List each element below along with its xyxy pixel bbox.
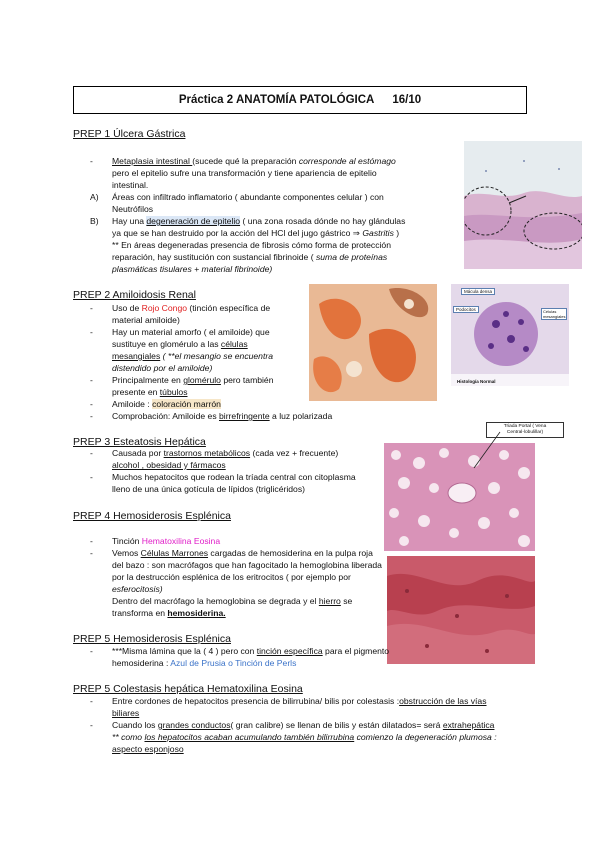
- bullet: -: [90, 327, 93, 337]
- list-marker: A): [90, 192, 99, 202]
- prep4-text: [90, 535, 390, 619]
- prep3-text: [90, 447, 395, 495]
- text: (tinción específica de: [187, 303, 271, 313]
- text: corresponde al estómago: [298, 156, 396, 166]
- text: presente en: [112, 387, 160, 397]
- text: a luz polarizada: [269, 411, 333, 421]
- text: hemosiderina :: [112, 658, 171, 668]
- text: Dentro del macrófago la hemoglobina se degrada y el: [112, 596, 319, 606]
- text: Entre cordones de hepatocitos presencia de bilirrubina/ bilis por colestasis :: [112, 696, 400, 706]
- text: del bazo : son macrófagos que han fagocitado la hemoglobina liberada: [112, 560, 382, 570]
- text: por la destrucción esplénica de los eritrocitos ( por ejemplo por: [112, 572, 351, 582]
- page-title-box: [73, 86, 527, 114]
- page-title: Práctica 2 ANATOMÍA PATOLÓGICA: [178, 94, 375, 106]
- text: distendido por el amiloide): [112, 363, 213, 373]
- page-date: 16/10: [392, 94, 422, 106]
- text: extrahepática: [442, 720, 495, 730]
- prep1-text: [90, 155, 465, 275]
- text: material amiloide): [112, 315, 180, 325]
- term-perls: Azul de Prusia o Tinción de Perls: [170, 658, 297, 668]
- term-degeneracion: degeneración de epitelio: [146, 216, 241, 226]
- bullet: -: [90, 720, 93, 730]
- list-marker: B): [90, 216, 99, 226]
- text: los hepatocitos acaban acumulando también bilirrubina: [144, 732, 355, 742]
- term-he: Hematoxilina Eosina: [141, 536, 221, 546]
- bullet: -: [90, 303, 93, 313]
- liver-steatosis-micrograph: [384, 443, 535, 551]
- text: Hay una: [112, 216, 147, 226]
- text: biliares: [112, 708, 140, 718]
- text: células: [220, 339, 248, 349]
- text: para el pigmento: [322, 646, 390, 656]
- text: ( una zona rosada dónde no hay glándulas: [240, 216, 406, 226]
- text: Triada Portal ( Vena: [503, 424, 547, 429]
- congo-red-micrograph: [309, 284, 437, 401]
- normal-kidney-histology: [451, 284, 569, 386]
- bullet: -: [90, 646, 93, 656]
- term-rojo-congo: Rojo Congo: [141, 303, 188, 313]
- callout-arrow: [470, 430, 510, 470]
- gastric-ulcer-micrograph: [464, 141, 582, 269]
- text: birrefringente: [219, 411, 270, 421]
- text: Cuando los: [112, 720, 158, 730]
- text: cargadas de hemosiderina en la pulpa roja: [208, 548, 373, 558]
- text: esferocitosis): [112, 584, 163, 594]
- prep5b-heading: PREP 5 Colestasis hepática Hematoxilina Eosina: [73, 683, 303, 695]
- text: túbulos: [159, 387, 188, 397]
- label-podocitos: Podocitos: [453, 306, 479, 313]
- text: Tinción: [112, 536, 142, 546]
- text: suma de proteínas: [315, 252, 388, 262]
- text: mesangiales: [112, 351, 161, 361]
- bullet: -: [90, 448, 93, 458]
- term-marron: coloración marrón: [152, 399, 221, 409]
- bullet: -: [90, 536, 93, 546]
- text: Hay un material amorfo ( el amiloide) que: [112, 327, 270, 337]
- text: trastornos metabólicos: [163, 448, 251, 458]
- prep3-heading: PREP 3 Esteatosis Hepática: [73, 436, 206, 448]
- text: ya que se han destruido por la acción del HCl del jugo gástrico ⇒: [112, 228, 363, 238]
- bullet: -: [90, 411, 93, 421]
- prep5a-heading: PREP 5 Hemosiderosis Esplénica: [73, 633, 231, 645]
- text: glomérulo: [183, 375, 221, 385]
- label-macula: Mácula densa: [461, 288, 495, 295]
- text: tinción específica: [256, 646, 323, 656]
- prep2-heading: PREP 2 Amiloidosis Renal: [73, 289, 196, 301]
- bullet: -: [90, 472, 93, 482]
- text: se: [340, 596, 353, 606]
- img-caption: Histología Normal: [457, 379, 496, 384]
- term-gastritis: Gastritis: [362, 228, 394, 238]
- text: Uso de: [112, 303, 142, 313]
- text: reparación, hay sustitución con sustancial fibrinoide (: [112, 252, 316, 262]
- text: intestinal.: [112, 180, 149, 190]
- text: ( gran calibre) se llenan de bilis y están dilatados= será: [230, 720, 443, 730]
- term-metaplasia: Metaplasia intestinal: [112, 156, 193, 166]
- text: (sucede qué la preparación: [192, 156, 299, 166]
- text: comienzo la degeneración plumosa :: [354, 732, 497, 742]
- text: hierro: [318, 596, 341, 606]
- text: Células Marrones: [140, 548, 209, 558]
- text: (cada vez + frecuente): [250, 448, 339, 458]
- bullet: -: [90, 399, 93, 409]
- text: obstrucción de las vías: [399, 696, 487, 706]
- text: ( **el mesangio se encuentra: [160, 351, 273, 361]
- text: ** como: [112, 732, 145, 742]
- text: grandes conductos: [157, 720, 231, 730]
- text: ***Misma lámina que la ( 4 ) pero con: [112, 646, 257, 656]
- text: Muchos hepatocitos que rodean la tríada central con citoplasma: [112, 472, 356, 482]
- text: lleno de una única gotícula de lípidos (triglicéridos): [112, 484, 305, 494]
- text: Neutrófilos: [112, 204, 154, 214]
- bullet: -: [90, 375, 93, 385]
- prep5b-text: [90, 695, 540, 755]
- bullet: -: [90, 156, 93, 166]
- prep5a-text: [90, 645, 520, 669]
- label-mesangiales: Células mesangiales: [543, 309, 566, 319]
- bullet: -: [90, 548, 93, 558]
- prep1-heading: PREP 1 Úlcera Gástrica: [73, 128, 186, 140]
- text: hemosiderina.: [167, 608, 226, 618]
- text: Central-lobulillar): [506, 430, 544, 435]
- prep2-text: [90, 302, 333, 422]
- text: aspecto esponjoso: [112, 744, 184, 754]
- prep4-heading: PREP 4 Hemosiderosis Esplénica: [73, 510, 231, 522]
- text: alcohol , obesidad y fármacos: [112, 460, 226, 470]
- bullet: -: [90, 696, 93, 706]
- text: sustituye en glomérulo a las: [112, 339, 221, 349]
- text: Comprobación: Amiloide es: [112, 411, 219, 421]
- text: ): [393, 228, 400, 238]
- text: Principalmente en: [112, 375, 184, 385]
- text: transforma en: [112, 608, 168, 618]
- text: plasmáticas tisulares + material fibrinoide): [112, 264, 273, 274]
- text: Vemos: [112, 548, 141, 558]
- text: pero también: [220, 375, 274, 385]
- text: Áreas con infiltrado inflamatorio ( abundante componentes celular ) con: [112, 192, 384, 202]
- text: Causada por: [112, 448, 164, 458]
- text: pero el epitelio sufre una transformación y tiene apariencia de epitelio: [112, 168, 377, 178]
- text: Amiloide :: [112, 399, 153, 409]
- text: ** En áreas degeneradas presencia de fibrosis cómo forma de protección: [112, 240, 391, 250]
